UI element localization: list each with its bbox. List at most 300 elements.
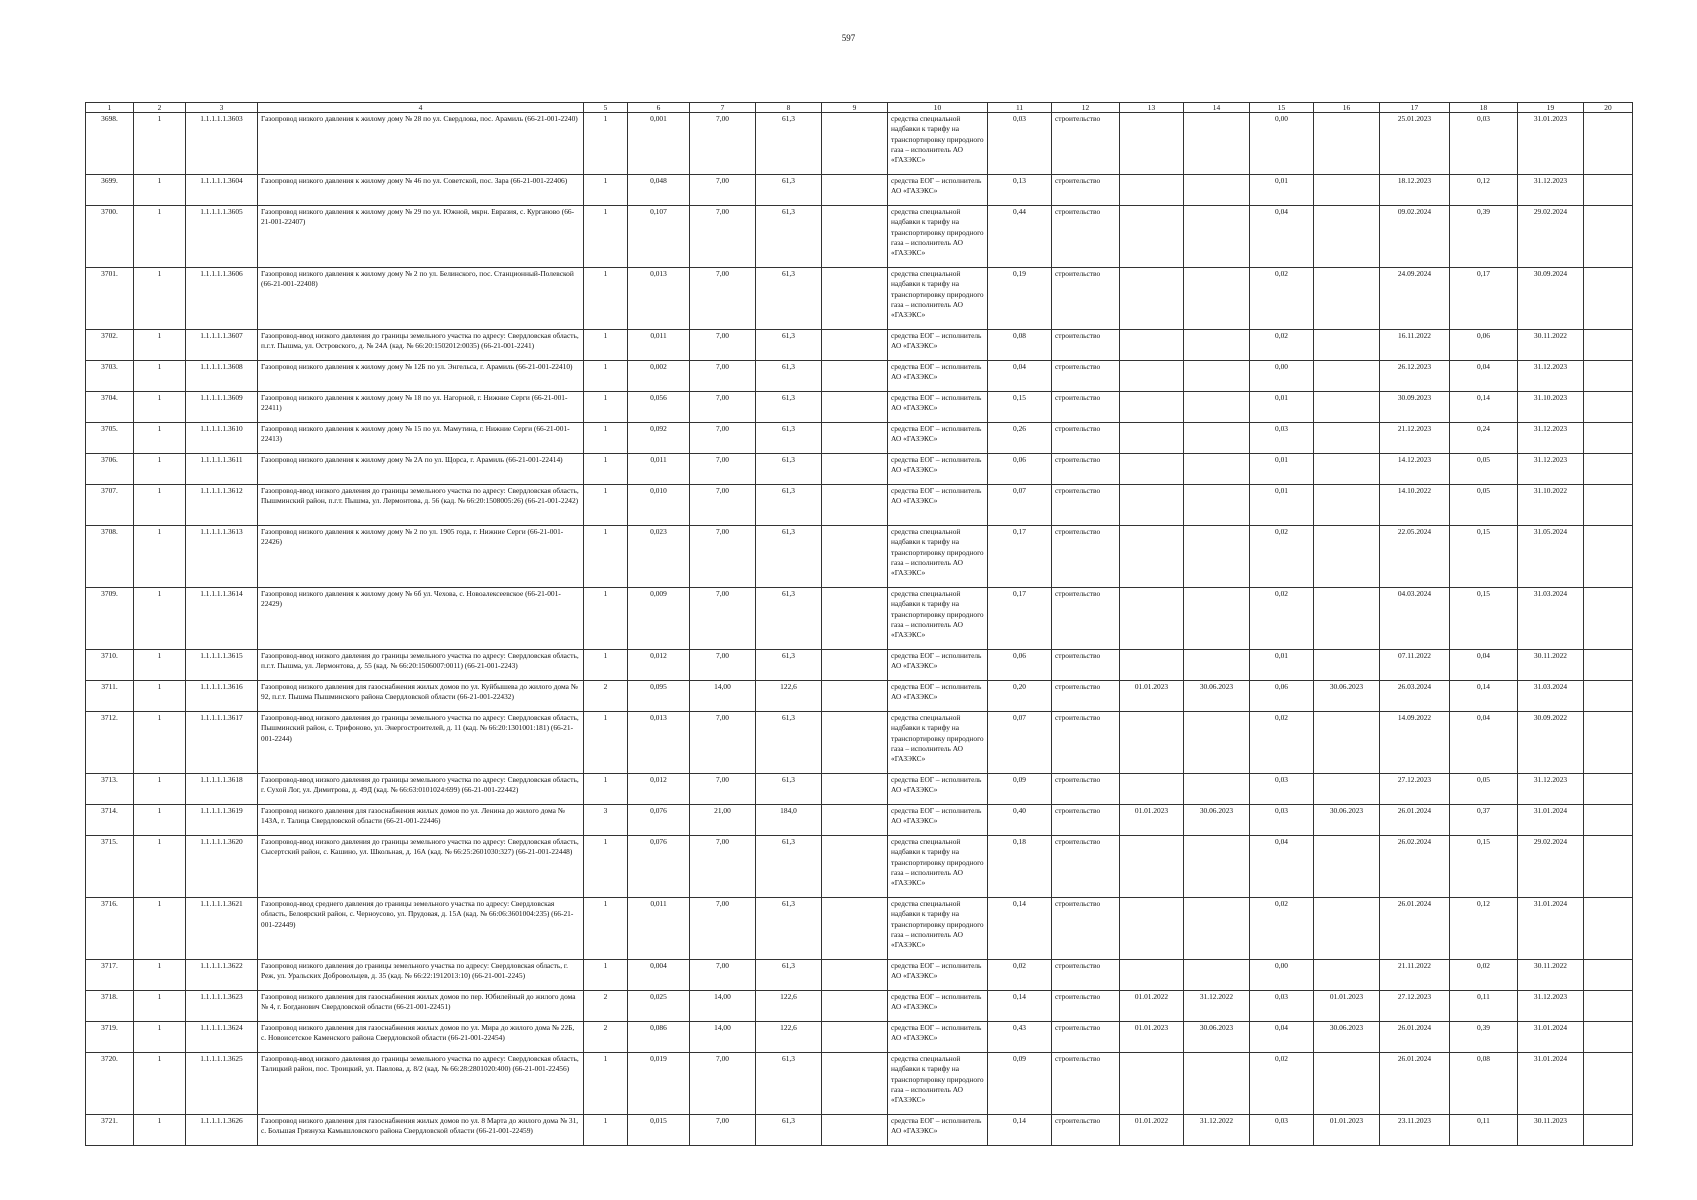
col-14 bbox=[1184, 650, 1250, 681]
object-name: Газопровод-ввод низкого давления до границы земельного участка по адресу: Свердловская область, Пышминский район, с. Трифоново, ул. Энергостроителей, д. 11 (кад. № 66:20:1301001:181) (66-21-001-2244) bbox=[258, 712, 584, 774]
col-5: 1 bbox=[584, 361, 628, 392]
col-19: 31.05.2024 bbox=[1518, 526, 1584, 588]
funding-source: средства специальной надбавки к тарифу на транспортировку природного газа – исполнитель АО «ГАЗЭКС» bbox=[888, 526, 988, 588]
col-13 bbox=[1120, 712, 1184, 774]
col-17: 21.11.2022 bbox=[1380, 960, 1450, 991]
col-2: 1 bbox=[134, 485, 186, 526]
table-row bbox=[86, 206, 1633, 268]
col-9 bbox=[822, 650, 888, 681]
row-number: 3704. bbox=[86, 392, 134, 423]
funding-source: средства ЕОГ – исполнитель АО «ГАЗЭКС» bbox=[888, 650, 988, 681]
col-15: 0,02 bbox=[1250, 330, 1314, 361]
col-2: 1 bbox=[134, 113, 186, 175]
col-14 bbox=[1184, 392, 1250, 423]
col-2: 1 bbox=[134, 1053, 186, 1115]
col-20 bbox=[1584, 712, 1633, 774]
column-header-20: 20 bbox=[1584, 103, 1633, 113]
col-9 bbox=[822, 991, 888, 1022]
col-18: 0,06 bbox=[1450, 330, 1518, 361]
funding-source: средства ЕОГ – исполнитель АО «ГАЗЭКС» bbox=[888, 1115, 988, 1146]
col-2: 1 bbox=[134, 898, 186, 960]
column-header-13: 13 bbox=[1120, 103, 1184, 113]
col-11: 0,14 bbox=[988, 991, 1052, 1022]
col-2: 1 bbox=[134, 268, 186, 330]
funding-source: средства специальной надбавки к тарифу на транспортировку природного газа – исполнитель АО «ГАЗЭКС» bbox=[888, 268, 988, 330]
object-code: 1.1.1.1.1.3622 bbox=[186, 960, 258, 991]
col-7: 7,00 bbox=[690, 712, 756, 774]
table-row bbox=[86, 712, 1633, 774]
col-14 bbox=[1184, 330, 1250, 361]
work-type: строительство bbox=[1052, 1053, 1120, 1115]
col-2: 1 bbox=[134, 712, 186, 774]
col-8: 122,6 bbox=[756, 1022, 822, 1053]
col-20 bbox=[1584, 485, 1633, 526]
object-name: Газопровод-ввод низкого давления до границы земельного участка по адресу: Свердловская область, п.г.т. Пышма, ул. Лермонтова, д. 55 (кад. № 66:20:1506007:0011) (66-21-001-2243) bbox=[258, 650, 584, 681]
col-17: 26.01.2024 bbox=[1380, 1053, 1450, 1115]
col-9 bbox=[822, 960, 888, 991]
col-16 bbox=[1314, 960, 1380, 991]
col-6: 0,076 bbox=[628, 805, 690, 836]
col-17: 26.01.2024 bbox=[1380, 1022, 1450, 1053]
row-number: 3699. bbox=[86, 175, 134, 206]
col-15: 0,00 bbox=[1250, 361, 1314, 392]
object-code: 1.1.1.1.1.3621 bbox=[186, 898, 258, 960]
col-9 bbox=[822, 1115, 888, 1146]
col-8: 61,3 bbox=[756, 836, 822, 898]
row-number: 3721. bbox=[86, 1115, 134, 1146]
col-19: 31.01.2024 bbox=[1518, 1053, 1584, 1115]
col-2: 1 bbox=[134, 588, 186, 650]
col-18: 0,12 bbox=[1450, 898, 1518, 960]
column-header-4: 4 bbox=[258, 103, 584, 113]
col-5: 2 bbox=[584, 681, 628, 712]
col-16: 01.01.2023 bbox=[1314, 991, 1380, 1022]
col-17: 14.09.2022 bbox=[1380, 712, 1450, 774]
object-name: Газопровод низкого давления к жилому дому № 2 по ул. Белинского, пос. Станционный-Полевской (66-21-001-22408) bbox=[258, 268, 584, 330]
col-8: 61,3 bbox=[756, 392, 822, 423]
col-11: 0,17 bbox=[988, 526, 1052, 588]
col-9 bbox=[822, 526, 888, 588]
work-type: строительство bbox=[1052, 113, 1120, 175]
funding-source: средства ЕОГ – исполнитель АО «ГАЗЭКС» bbox=[888, 960, 988, 991]
col-19: 31.12.2023 bbox=[1518, 423, 1584, 454]
col-18: 0,14 bbox=[1450, 681, 1518, 712]
col-13: 01.01.2022 bbox=[1120, 991, 1184, 1022]
col-20 bbox=[1584, 1022, 1633, 1053]
column-header-2: 2 bbox=[134, 103, 186, 113]
funding-source: средства специальной надбавки к тарифу на транспортировку природного газа – исполнитель АО «ГАЗЭКС» bbox=[888, 898, 988, 960]
col-16 bbox=[1314, 485, 1380, 526]
object-name: Газопровод низкого давления к жилому дому № 28 по ул. Свердлова, пос. Арамиль (66-21-001-2240) bbox=[258, 113, 584, 175]
col-9 bbox=[822, 485, 888, 526]
table-row bbox=[86, 681, 1633, 712]
table-row bbox=[86, 1053, 1633, 1115]
col-11: 0,15 bbox=[988, 392, 1052, 423]
table-row bbox=[86, 960, 1633, 991]
col-20 bbox=[1584, 113, 1633, 175]
object-name: Газопровод низкого давления к жилому дому № 29 по ул. Южной, мкрн. Евразия, с. Курганово (66-21-001-22407) bbox=[258, 206, 584, 268]
col-19: 30.11.2022 bbox=[1518, 960, 1584, 991]
funding-source: средства ЕОГ – исполнитель АО «ГАЗЭКС» bbox=[888, 805, 988, 836]
object-name: Газопровод низкого давления к жилому дому № 6б ул. Чехова, с. Новоалексеевское (66-21-001-22429) bbox=[258, 588, 584, 650]
col-18: 0,03 bbox=[1450, 113, 1518, 175]
object-code: 1.1.1.1.1.3609 bbox=[186, 392, 258, 423]
col-16 bbox=[1314, 423, 1380, 454]
col-5: 1 bbox=[584, 712, 628, 774]
col-11: 0,14 bbox=[988, 1115, 1052, 1146]
col-17: 25.01.2023 bbox=[1380, 113, 1450, 175]
col-14 bbox=[1184, 485, 1250, 526]
col-17: 26.03.2024 bbox=[1380, 681, 1450, 712]
col-6: 0,001 bbox=[628, 113, 690, 175]
col-19: 30.11.2022 bbox=[1518, 650, 1584, 681]
col-6: 0,015 bbox=[628, 1115, 690, 1146]
col-19: 29.02.2024 bbox=[1518, 206, 1584, 268]
col-14 bbox=[1184, 1053, 1250, 1115]
row-number: 3709. bbox=[86, 588, 134, 650]
col-7: 7,00 bbox=[690, 485, 756, 526]
object-code: 1.1.1.1.1.3626 bbox=[186, 1115, 258, 1146]
col-2: 1 bbox=[134, 423, 186, 454]
work-type: строительство bbox=[1052, 454, 1120, 485]
col-6: 0,076 bbox=[628, 836, 690, 898]
col-15: 0,06 bbox=[1250, 681, 1314, 712]
col-9 bbox=[822, 113, 888, 175]
col-20 bbox=[1584, 650, 1633, 681]
col-11: 0,09 bbox=[988, 1053, 1052, 1115]
object-code: 1.1.1.1.1.3618 bbox=[186, 774, 258, 805]
funding-source: средства ЕОГ – исполнитель АО «ГАЗЭКС» bbox=[888, 175, 988, 206]
col-20 bbox=[1584, 836, 1633, 898]
col-6: 0,086 bbox=[628, 1022, 690, 1053]
object-name: Газопровод низкого давления для газоснабжения жилых домов по ул. Куйбышева до жилого дома № 92, п.г.т. Пышма Пышминского района Свердловской области (66-21-001-22432) bbox=[258, 681, 584, 712]
col-6: 0,056 bbox=[628, 392, 690, 423]
col-16: 30.06.2023 bbox=[1314, 681, 1380, 712]
work-type: строительство bbox=[1052, 712, 1120, 774]
col-5: 1 bbox=[584, 268, 628, 330]
table-row bbox=[86, 268, 1633, 330]
object-code: 1.1.1.1.1.3603 bbox=[186, 113, 258, 175]
row-number: 3713. bbox=[86, 774, 134, 805]
col-19: 31.12.2023 bbox=[1518, 774, 1584, 805]
col-7: 7,00 bbox=[690, 526, 756, 588]
object-code: 1.1.1.1.1.3614 bbox=[186, 588, 258, 650]
table-row bbox=[86, 392, 1633, 423]
work-type: строительство bbox=[1052, 485, 1120, 526]
col-19: 31.01.2024 bbox=[1518, 1022, 1584, 1053]
col-8: 61,3 bbox=[756, 175, 822, 206]
col-20 bbox=[1584, 526, 1633, 588]
col-2: 1 bbox=[134, 392, 186, 423]
col-14 bbox=[1184, 206, 1250, 268]
funding-source: средства ЕОГ – исполнитель АО «ГАЗЭКС» bbox=[888, 392, 988, 423]
col-7: 7,00 bbox=[690, 206, 756, 268]
col-15: 0,03 bbox=[1250, 1115, 1314, 1146]
col-19: 31.01.2024 bbox=[1518, 898, 1584, 960]
col-14 bbox=[1184, 113, 1250, 175]
col-13 bbox=[1120, 836, 1184, 898]
col-19: 30.09.2022 bbox=[1518, 712, 1584, 774]
col-9 bbox=[822, 330, 888, 361]
col-9 bbox=[822, 712, 888, 774]
funding-source: средства специальной надбавки к тарифу на транспортировку природного газа – исполнитель АО «ГАЗЭКС» bbox=[888, 206, 988, 268]
col-6: 0,011 bbox=[628, 330, 690, 361]
col-17: 26.12.2023 bbox=[1380, 361, 1450, 392]
col-20 bbox=[1584, 175, 1633, 206]
col-18: 0,05 bbox=[1450, 454, 1518, 485]
col-20 bbox=[1584, 960, 1633, 991]
col-14 bbox=[1184, 526, 1250, 588]
col-8: 61,3 bbox=[756, 423, 822, 454]
col-7: 7,00 bbox=[690, 268, 756, 330]
col-17: 27.12.2023 bbox=[1380, 991, 1450, 1022]
col-2: 1 bbox=[134, 960, 186, 991]
funding-source: средства ЕОГ – исполнитель АО «ГАЗЭКС» bbox=[888, 1022, 988, 1053]
col-16 bbox=[1314, 774, 1380, 805]
col-7: 14,00 bbox=[690, 1022, 756, 1053]
col-14 bbox=[1184, 268, 1250, 330]
object-name: Газопровод-ввод низкого давления до границы земельного участка по адресу: Свердловская область, Пышминский район, п.г.т. Пышма, ул. Лермонтова, д. 56 (кад. № 66:20:1508005:26) (66-21-001-2242) bbox=[258, 485, 584, 526]
table-row bbox=[86, 485, 1633, 526]
object-name: Газопровод-ввод среднего давления до границы земельного участка по адресу: Свердловская область, Белоярский район, с. Черноусово, ул. Прудовая, д. 15А (кад. № 66:06:3601004:235) (66-21-001-22449) bbox=[258, 898, 584, 960]
col-18: 0,05 bbox=[1450, 485, 1518, 526]
funding-source: средства ЕОГ – исполнитель АО «ГАЗЭКС» bbox=[888, 454, 988, 485]
page-number: 597 bbox=[841, 33, 856, 43]
col-17: 22.05.2024 bbox=[1380, 526, 1450, 588]
col-7: 7,00 bbox=[690, 392, 756, 423]
col-13 bbox=[1120, 392, 1184, 423]
work-type: строительство bbox=[1052, 898, 1120, 960]
col-7: 7,00 bbox=[690, 774, 756, 805]
col-15: 0,02 bbox=[1250, 588, 1314, 650]
col-5: 1 bbox=[584, 774, 628, 805]
col-18: 0,08 bbox=[1450, 1053, 1518, 1115]
col-5: 1 bbox=[584, 485, 628, 526]
col-13: 01.01.2023 bbox=[1120, 1022, 1184, 1053]
col-11: 0,19 bbox=[988, 268, 1052, 330]
col-7: 7,00 bbox=[690, 361, 756, 392]
col-13: 01.01.2022 bbox=[1120, 1115, 1184, 1146]
col-8: 61,3 bbox=[756, 1053, 822, 1115]
object-code: 1.1.1.1.1.3604 bbox=[186, 175, 258, 206]
col-5: 2 bbox=[584, 991, 628, 1022]
column-header-12: 12 bbox=[1052, 103, 1120, 113]
col-15: 0,03 bbox=[1250, 774, 1314, 805]
col-9 bbox=[822, 1022, 888, 1053]
column-header-6: 6 bbox=[628, 103, 690, 113]
col-9 bbox=[822, 268, 888, 330]
col-18: 0,15 bbox=[1450, 836, 1518, 898]
column-header-19: 19 bbox=[1518, 103, 1584, 113]
col-18: 0,39 bbox=[1450, 1022, 1518, 1053]
col-7: 7,00 bbox=[690, 423, 756, 454]
column-header-18: 18 bbox=[1450, 103, 1518, 113]
object-code: 1.1.1.1.1.3606 bbox=[186, 268, 258, 330]
col-8: 61,3 bbox=[756, 330, 822, 361]
col-7: 14,00 bbox=[690, 991, 756, 1022]
col-17: 09.02.2024 bbox=[1380, 206, 1450, 268]
col-16 bbox=[1314, 206, 1380, 268]
col-17: 14.10.2022 bbox=[1380, 485, 1450, 526]
col-13: 01.01.2023 bbox=[1120, 681, 1184, 712]
col-7: 7,00 bbox=[690, 1115, 756, 1146]
object-name: Газопровод низкого давления для газоснабжения жилых домов по ул. Мира до жилого дома № 22Б, с. Новоисетское Каменского района Свердловской области (66-21-001-22454) bbox=[258, 1022, 584, 1053]
col-17: 14.12.2023 bbox=[1380, 454, 1450, 485]
col-5: 1 bbox=[584, 330, 628, 361]
col-5: 3 bbox=[584, 805, 628, 836]
col-20 bbox=[1584, 392, 1633, 423]
col-8: 122,6 bbox=[756, 681, 822, 712]
work-type: строительство bbox=[1052, 1022, 1120, 1053]
investment-program-table bbox=[85, 102, 1633, 1146]
work-type: строительство bbox=[1052, 268, 1120, 330]
row-number: 3717. bbox=[86, 960, 134, 991]
col-19: 29.02.2024 bbox=[1518, 836, 1584, 898]
row-number: 3714. bbox=[86, 805, 134, 836]
funding-source: средства специальной надбавки к тарифу на транспортировку природного газа – исполнитель АО «ГАЗЭКС» bbox=[888, 588, 988, 650]
col-6: 0,002 bbox=[628, 361, 690, 392]
col-18: 0,04 bbox=[1450, 361, 1518, 392]
funding-source: средства ЕОГ – исполнитель АО «ГАЗЭКС» bbox=[888, 361, 988, 392]
col-20 bbox=[1584, 1115, 1633, 1146]
table-row bbox=[86, 650, 1633, 681]
col-19: 31.01.2024 bbox=[1518, 805, 1584, 836]
col-15: 0,01 bbox=[1250, 392, 1314, 423]
col-14 bbox=[1184, 960, 1250, 991]
object-name: Газопровод низкого давления к жилому дому № 2 по ул. 1905 года, г. Нижние Серги (66-21-001-22426) bbox=[258, 526, 584, 588]
table-row bbox=[86, 113, 1633, 175]
col-6: 0,019 bbox=[628, 1053, 690, 1115]
column-header-10: 10 bbox=[888, 103, 988, 113]
row-number: 3720. bbox=[86, 1053, 134, 1115]
col-6: 0,012 bbox=[628, 650, 690, 681]
work-type: строительство bbox=[1052, 206, 1120, 268]
col-8: 61,3 bbox=[756, 268, 822, 330]
work-type: строительство bbox=[1052, 1115, 1120, 1146]
col-17: 27.12.2023 bbox=[1380, 774, 1450, 805]
col-7: 7,00 bbox=[690, 454, 756, 485]
col-9 bbox=[822, 454, 888, 485]
col-16 bbox=[1314, 113, 1380, 175]
work-type: строительство bbox=[1052, 175, 1120, 206]
table-row bbox=[86, 898, 1633, 960]
col-11: 0,44 bbox=[988, 206, 1052, 268]
work-type: строительство bbox=[1052, 650, 1120, 681]
column-header-15: 15 bbox=[1250, 103, 1314, 113]
col-6: 0,011 bbox=[628, 454, 690, 485]
col-11: 0,14 bbox=[988, 898, 1052, 960]
col-7: 7,00 bbox=[690, 1053, 756, 1115]
col-6: 0,011 bbox=[628, 898, 690, 960]
col-14: 30.06.2023 bbox=[1184, 681, 1250, 712]
col-18: 0,17 bbox=[1450, 268, 1518, 330]
object-name: Газопровод-ввод низкого давления до границы земельного участка по адресу: Свердловская область, Талицкий район, пос. Троицкий, ул. Павлова, д. 8/2 (кад. № 66:28:2801020:400) (66-21-001-22456) bbox=[258, 1053, 584, 1115]
row-number: 3705. bbox=[86, 423, 134, 454]
row-number: 3707. bbox=[86, 485, 134, 526]
col-13 bbox=[1120, 361, 1184, 392]
col-15: 0,04 bbox=[1250, 1022, 1314, 1053]
col-13 bbox=[1120, 485, 1184, 526]
col-5: 1 bbox=[584, 960, 628, 991]
funding-source: средства специальной надбавки к тарифу на транспортировку природного газа – исполнитель АО «ГАЗЭКС» bbox=[888, 836, 988, 898]
col-15: 0,03 bbox=[1250, 991, 1314, 1022]
col-8: 61,3 bbox=[756, 485, 822, 526]
col-20 bbox=[1584, 268, 1633, 330]
col-18: 0,39 bbox=[1450, 206, 1518, 268]
col-18: 0,15 bbox=[1450, 588, 1518, 650]
col-20 bbox=[1584, 774, 1633, 805]
col-18: 0,14 bbox=[1450, 392, 1518, 423]
object-name: Газопровод низкого давления для газоснабжения жилых домов по ул. 8 Марта до жилого дома № 31, с. Большая Грязнуха Камышловского района Свердловской области (66-21-001-22459) bbox=[258, 1115, 584, 1146]
object-code: 1.1.1.1.1.3619 bbox=[186, 805, 258, 836]
col-14 bbox=[1184, 898, 1250, 960]
col-19: 30.11.2022 bbox=[1518, 330, 1584, 361]
col-7: 7,00 bbox=[690, 960, 756, 991]
funding-source: средства специальной надбавки к тарифу на транспортировку природного газа – исполнитель АО «ГАЗЭКС» bbox=[888, 113, 988, 175]
work-type: строительство bbox=[1052, 836, 1120, 898]
col-6: 0,048 bbox=[628, 175, 690, 206]
col-13 bbox=[1120, 960, 1184, 991]
col-13 bbox=[1120, 526, 1184, 588]
object-code: 1.1.1.1.1.3616 bbox=[186, 681, 258, 712]
col-5: 1 bbox=[584, 588, 628, 650]
col-5: 1 bbox=[584, 1115, 628, 1146]
col-20 bbox=[1584, 991, 1633, 1022]
col-2: 1 bbox=[134, 836, 186, 898]
col-5: 1 bbox=[584, 206, 628, 268]
col-9 bbox=[822, 774, 888, 805]
funding-source: средства ЕОГ – исполнитель АО «ГАЗЭКС» bbox=[888, 774, 988, 805]
object-name: Газопровод-ввод низкого давления до границы земельного участка по адресу: Свердловская область, Сысертский район, с. Кашино, ул. Школьная, д. 16А (кад. № 66:25:2601030:327) (66-21-001-22448) bbox=[258, 836, 584, 898]
col-14 bbox=[1184, 361, 1250, 392]
object-name: Газопровод низкого давления для газоснабжения жилых домов по ул. Ленина до жилого дома № 143А, г. Талица Свердловской области (66-21-001-22446) bbox=[258, 805, 584, 836]
col-16 bbox=[1314, 836, 1380, 898]
col-5: 1 bbox=[584, 650, 628, 681]
col-16: 30.06.2023 bbox=[1314, 805, 1380, 836]
col-7: 21,00 bbox=[690, 805, 756, 836]
column-header-7: 7 bbox=[690, 103, 756, 113]
col-13 bbox=[1120, 454, 1184, 485]
col-17: 18.12.2023 bbox=[1380, 175, 1450, 206]
col-13 bbox=[1120, 175, 1184, 206]
col-9 bbox=[822, 206, 888, 268]
col-16 bbox=[1314, 454, 1380, 485]
col-20 bbox=[1584, 454, 1633, 485]
column-header-3: 3 bbox=[186, 103, 258, 113]
col-5: 1 bbox=[584, 526, 628, 588]
object-code: 1.1.1.1.1.3620 bbox=[186, 836, 258, 898]
col-7: 7,00 bbox=[690, 836, 756, 898]
col-14 bbox=[1184, 454, 1250, 485]
col-2: 1 bbox=[134, 206, 186, 268]
col-8: 61,3 bbox=[756, 650, 822, 681]
object-name: Газопровод низкого давления к жилому дому № 18 по ул. Нагорной, г. Нижние Серги (66-21-001-22411) bbox=[258, 392, 584, 423]
col-13 bbox=[1120, 113, 1184, 175]
object-code: 1.1.1.1.1.3612 bbox=[186, 485, 258, 526]
object-name: Газопровод низкого давления к жилому дому № 12Б по ул. Энгельса, г. Арамиль (66-21-001-22410) bbox=[258, 361, 584, 392]
col-19: 31.01.2023 bbox=[1518, 113, 1584, 175]
object-code: 1.1.1.1.1.3605 bbox=[186, 206, 258, 268]
col-18: 0,04 bbox=[1450, 650, 1518, 681]
col-8: 61,3 bbox=[756, 454, 822, 485]
col-16: 01.01.2023 bbox=[1314, 1115, 1380, 1146]
row-number: 3708. bbox=[86, 526, 134, 588]
work-type: строительство bbox=[1052, 960, 1120, 991]
object-code: 1.1.1.1.1.3611 bbox=[186, 454, 258, 485]
col-15: 0,00 bbox=[1250, 113, 1314, 175]
col-5: 1 bbox=[584, 836, 628, 898]
col-15: 0,00 bbox=[1250, 960, 1314, 991]
